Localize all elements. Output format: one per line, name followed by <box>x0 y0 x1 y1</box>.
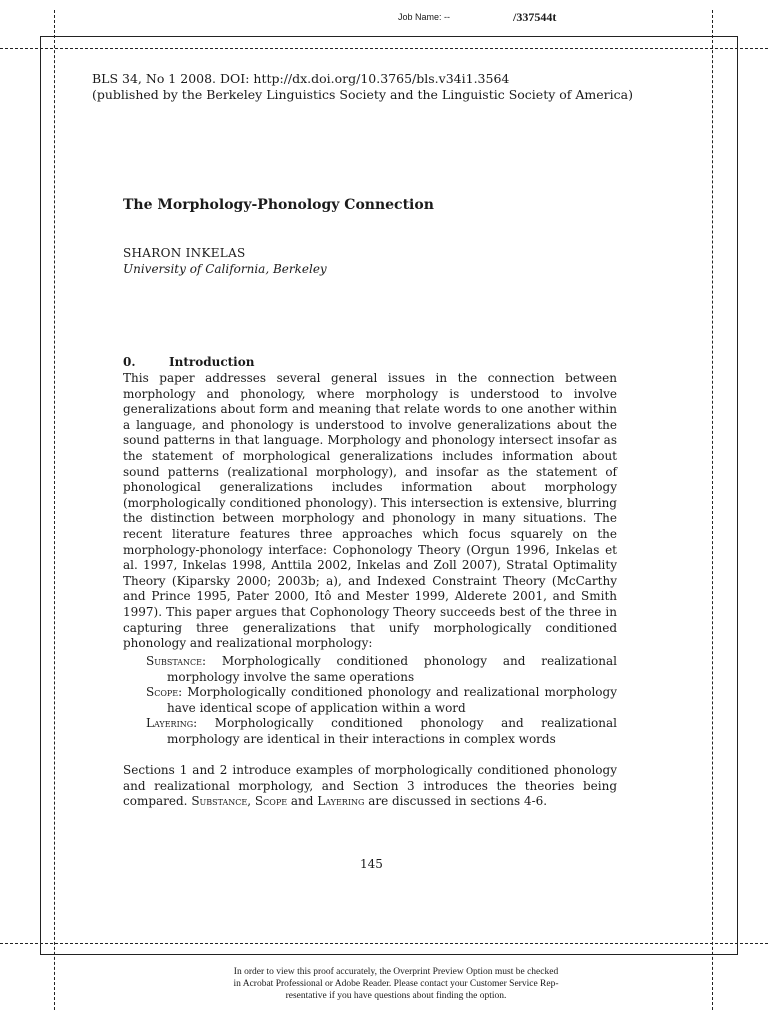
proof-notice-line: In order to view this proof accurately, the Overprint Preview Option must be checked <box>233 967 559 977</box>
section-title: Introduction <box>169 355 255 369</box>
term-layering: Layering <box>317 794 365 809</box>
paper-title: The Morphology-Phonology Connection <box>123 197 434 213</box>
closing-tail: are discussed in sections 4-6. <box>364 794 548 809</box>
author-affiliation: University of California, Berkeley <box>123 262 327 276</box>
generalization-scope <box>146 685 617 716</box>
closing-paragraph <box>123 763 617 810</box>
generalization-term: Substance: <box>146 654 207 668</box>
section-heading <box>123 355 254 369</box>
term-substance: Substance <box>191 794 248 809</box>
publisher-line: (published by the Berkeley Linguistics Society and the Linguistic Society of America) <box>92 87 633 102</box>
closing-sep: and <box>287 794 318 809</box>
generalization-term: Scope: <box>146 685 183 700</box>
generalization-text: Morphologically conditioned phonology and realizational morphology have identical scope of application within a word <box>167 685 617 715</box>
section-number: 0. <box>123 355 136 369</box>
proof-notice <box>180 966 612 1002</box>
job-name-label: Job Name: -- <box>398 12 451 22</box>
closing-sep: , <box>247 794 255 809</box>
author-name: SHARON INKELAS <box>123 246 246 260</box>
generalization-text: Morphologically conditioned phonology and realizational morphology are identical in their interactions in complex words <box>167 716 617 746</box>
intro-paragraph: This paper addresses several general issues in the connection between morphology and phonology, where morphology is understood to involve generalizations about form and meaning that relate words to one another within a language, and phonology is understood to involve generalizations about the sound patterns in that language. Morphology and phonology intersect insofar as the statement of morphological generalizations includes information about sound patterns (realizational morphology), and insofar as the statement of phonological generalizations includes information about morphology (morphologically conditioned phonology). This intersection is extensive, blurring the distinction between morphology and phonology in many situations. The recent literature features three approaches which focus squarely on the morphology-phonology interface: Cophonology Theory (Orgun 1996, Inkelas et al. 1997, Inkelas 1998, Anttila 2002, Inkelas and Zoll 2007), Stratal Optimality Theory (Kiparsky 2000; 2003b; a), and Indexed Constraint Theory (McCarthy and Prince 1995, Pater 2000, Itô and Mester 1999, Alderete 2001, and Smith 1997). This paper argues that Cophonology Theory succeeds best of the three in capturing three generalizations that unify morphologically conditioned phonology and realizational morphology: <box>123 371 617 651</box>
generalization-text: Morphologically conditioned phonology and realizational morphology involve the same operations <box>167 654 617 684</box>
job-id: /337544t <box>513 10 557 24</box>
generalizations-list <box>146 654 617 748</box>
generalization-term: Layering: <box>146 716 198 731</box>
page-number: 145 <box>360 857 383 871</box>
closing-lead: Sections 1 and 2 introduce examples of morphologically conditioned phonology and realizational morphology, and Section 3 introduces the theories being compared. <box>123 763 617 809</box>
proof-notice-line: in Acrobat Professional or Adobe Reader. Please contact your Customer Service Rep- <box>233 979 559 989</box>
citation-header <box>92 71 633 103</box>
generalization-layering <box>146 716 617 747</box>
proof-notice-line: resentative if you have questions about finding the option. <box>285 991 507 1001</box>
term-scope: Scope <box>254 794 288 809</box>
generalization-substance <box>146 654 617 685</box>
doi-line: BLS 34, No 1 2008. DOI: http://dx.doi.org/10.3765/bls.v34i1.3564 <box>92 71 510 86</box>
